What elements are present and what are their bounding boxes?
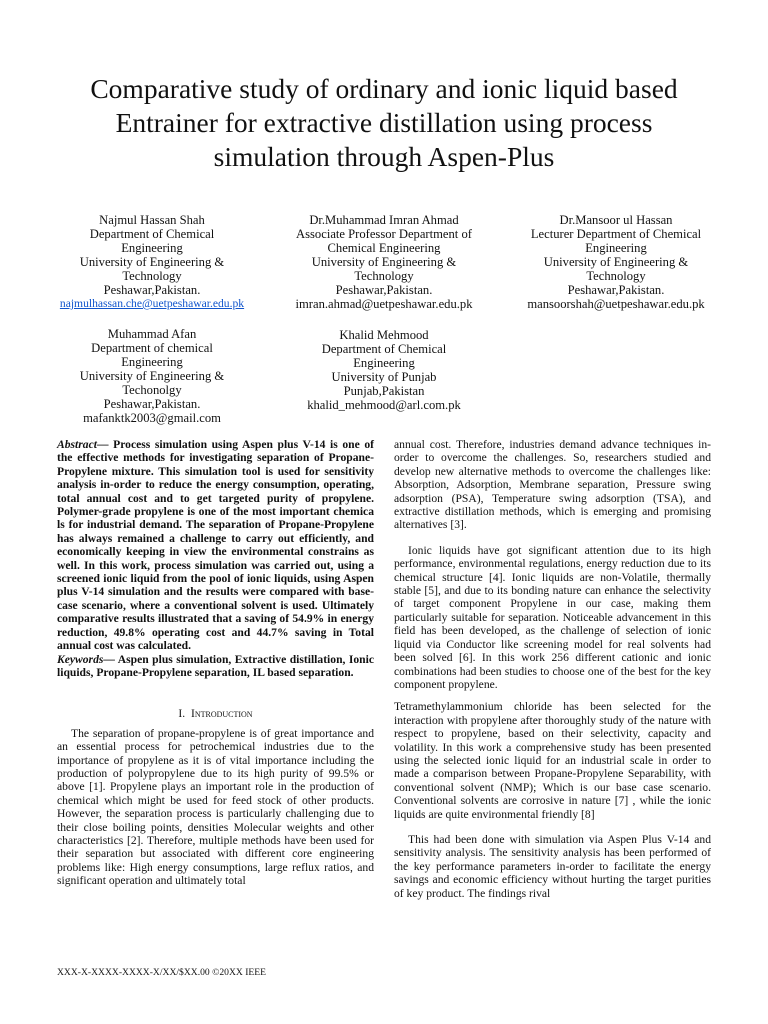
author-email-link[interactable]: najmulhassan.che@uetpeshawar.edu.pk: [59, 297, 245, 310]
body-paragraph: This had been done with simulation via Aspen Plus V-14 and sensitivity analysis. The sensitivity analysis has been performed of the key performance parameters in-order to facilitate the energy savings and economic efficiency without hurting the target purities of key product. The findings rival: [394, 832, 711, 900]
left-column: [57, 438, 374, 896]
body-paragraph: Ionic liquids have got significant attention due to its high performance, environmental regulations, energy reduction due to its chemical structure [4]. Ionic liquids are non-Volatile, thermally stable [5], and due to its bonding nature can enhance the selectivity of target component Propylene in our case, making them particularly suitable for separation. Noticeable advancement in this field has been developed, as the challenge of selection of ionic liquid via Conductor like screening model for real solvents had been solved [6]. In this work 256 different cationic and ionic combinations had been studies to choose one of the best for the key component propylene.: [394, 543, 711, 691]
abstract-label: Abstract—: [57, 438, 109, 451]
author-affiliation: Technology: [354, 269, 414, 283]
author-affiliation: Chemical Engineering: [327, 241, 441, 255]
body-paragraph: annual cost. Therefore, industries demand advance techniques in-order to overcome the challenges. So, researchers studied and develop new alternative methods to overcome the challenges like: Absorption, Adsorption, Membrane separation, Pressure swing adsorption (PSA), Temperature swing adsorption (TSA), and extractive distillation methods, which is emerging and promising alternatives [3].: [394, 438, 711, 532]
author-location: Peshawar,Pakistan.: [335, 283, 433, 297]
author-name: Najmul Hassan Shah: [99, 213, 205, 227]
title-line-3: simulation through Aspen-Plus: [213, 141, 555, 172]
author-email: mafanktk2003@gmail.com: [83, 411, 221, 425]
author-email: khalid_mehmood@arl.com.pk: [307, 398, 461, 412]
right-column: [394, 438, 711, 908]
author-affiliation: University of Engineering &: [79, 369, 225, 383]
author-affiliation: University of Punjab: [331, 370, 437, 384]
author-affiliation: Engineering: [353, 356, 415, 370]
author-affiliation: Technology: [586, 269, 646, 283]
author-name: Khalid Mehmood: [339, 328, 429, 342]
abstract: [57, 438, 374, 653]
body-paragraph: The separation of propane-propylene is of great importance and an essential process for petrochemical industries due to the importance of propylene as it is of vital importance including the production of polypropylene due to its high purity of 99.5% or above [1]. Propylene plays an important role in the production of chemical which might be used for feed stock of other products. However, the separation process is particularly challenging due to their close boiling points, densities Molecular weights and other characteristics [2]. Therefore, multiple methods have been used for their separation but associated with different core engineering problems like: High energy consumptions, large reflux ratios, and significant operation and ultimately total: [57, 726, 374, 888]
title-line-2: Entrainer for extractive distillation using process: [115, 107, 653, 138]
keywords-label: Keywords—: [57, 652, 115, 666]
author-affiliation: Engineering: [585, 241, 647, 255]
author-name: Muhammad Afan: [107, 327, 197, 341]
section-number: I.: [178, 707, 186, 721]
author-block-1: [57, 213, 247, 311]
keywords: [57, 653, 374, 680]
author-affiliation: Engineering: [121, 241, 183, 255]
copyright-footer: XXX-X-XXXX-XXXX-X/XX/$XX.00 ©20XX IEEE: [57, 967, 266, 978]
author-affiliation: Techonolgy: [122, 383, 182, 397]
author-affiliation: Department of Chemical: [89, 227, 215, 241]
section-heading-introduction: [57, 707, 374, 720]
author-affiliation: Department of chemical: [91, 341, 213, 355]
author-affiliation: University of Engineering &: [79, 255, 225, 269]
author-name: Dr.Muhammad Imran Ahmad: [309, 213, 459, 227]
author-email: mansoorshah@uetpeshawar.edu.pk: [527, 297, 705, 311]
title-line-1: Comparative study of ordinary and ionic liquid based: [90, 73, 678, 104]
author-affiliation: University of Engineering &: [543, 255, 689, 269]
author-affiliation: Department of Chemical: [321, 342, 447, 356]
author-location: Peshawar,Pakistan.: [103, 397, 201, 411]
author-affiliation: University of Engineering &: [311, 255, 457, 269]
author-email: imran.ahmad@uetpeshawar.edu.pk: [295, 297, 473, 311]
author-location: Peshawar,Pakistan.: [103, 283, 201, 297]
author-block-5: [284, 328, 484, 412]
paper-title: [40, 72, 728, 174]
author-location: Punjab,Pakistan: [343, 384, 425, 398]
author-affiliation: Engineering: [121, 355, 183, 369]
author-block-3: [518, 213, 714, 311]
section-title: Introduction: [190, 707, 253, 721]
author-affiliation: Associate Professor Department of: [296, 227, 472, 241]
author-affiliation: Technology: [122, 269, 182, 283]
abstract-text: Process simulation using Aspen plus V-14 is one of the effective methods for investigating separation of Propane-Propylene mixture. This simulation tool is used for sensitivity analysis in-order to reduce the energy consumption, operating, total annual cost and to get targeted purity of propylene. Polymer-grade propylene is one of the most important chemica ls for industrial demand. The separation of Propane-Propylene has always remained a challenge to carry out efficiently, and economically keeping in view the environmental constrains as well. In this work, process simulation was carried out, using a screened ionic liquid from the pool of ionic liquids, using Aspen plus V-14 simulation and the results were compared with base-case scenario, where a conventional solvent is used. Ultimately comparative results illustrated that a saving of 54.9% in energy reduction, 49.8% operating cost and 44.7% saving in Total annual cost was calculated.: [57, 438, 374, 653]
keywords-text: Aspen plus simulation, Extractive distillation, Ionic liquids, Propane-Propylene separation, IL based separation.: [57, 652, 374, 679]
body-paragraph: Tetramethylammonium chloride has been selected for the interaction with propylene after thoroughly study of the nature with respect to propylene, based on their selectivity, capacity and volatility. In this work a comprehensive study has been presented using the selected ionic liquid for an industrial scale in order to made a comparison between Propane-Propylene Separability, with conventional solvent (NMP); Which is our base case scenario. Conventional solvents are corrosive in nature [7] , while the ionic liquids are quite environmental friendly [8]: [394, 700, 711, 821]
author-block-2: [284, 213, 484, 311]
author-location: Peshawar,Pakistan.: [567, 283, 665, 297]
author-name: Dr.Mansoor ul Hassan: [559, 213, 673, 227]
author-block-4: [57, 327, 247, 425]
author-affiliation: Lecturer Department of Chemical: [530, 227, 702, 241]
